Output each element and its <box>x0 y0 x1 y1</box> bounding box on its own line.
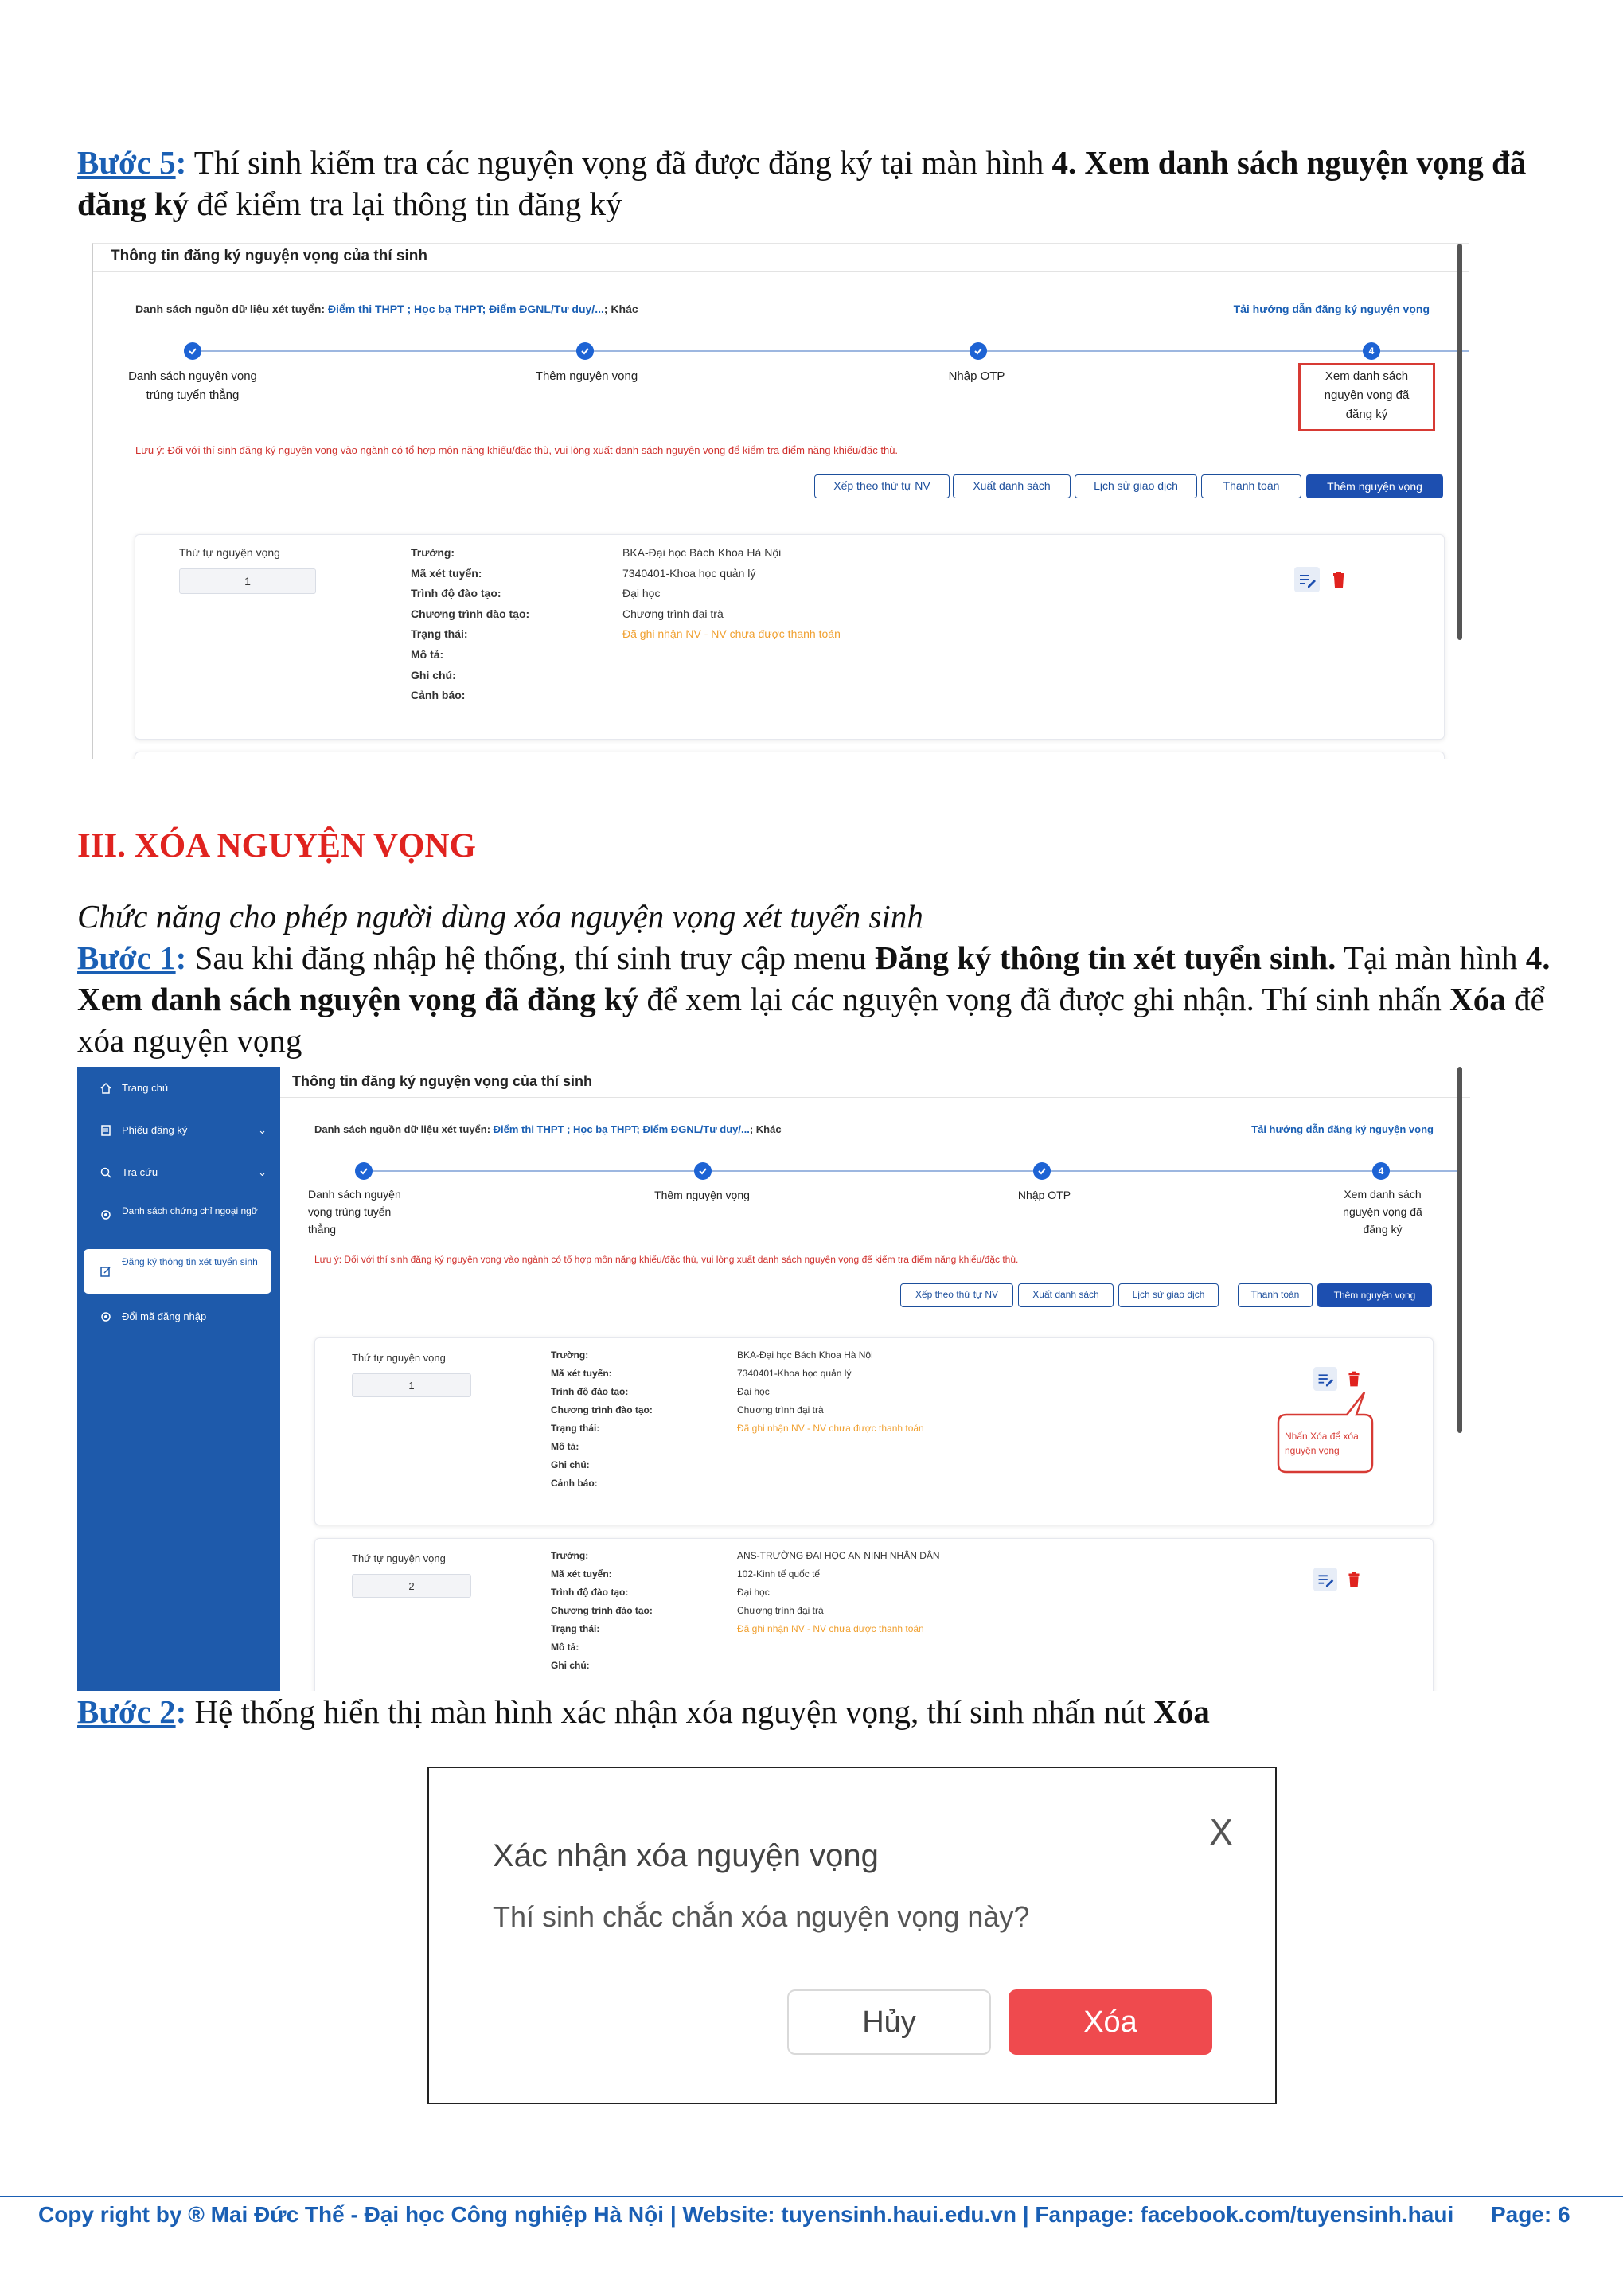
order-label: Thứ tự nguyện vọng <box>179 546 280 559</box>
delete-icon[interactable] <box>1342 1568 1366 1591</box>
field-code-value: 7340401-Khoa học quản lý <box>737 1368 852 1379</box>
order-input[interactable]: 1 <box>179 568 316 594</box>
field-program-value: Chương trình đại trà <box>737 1404 824 1415</box>
field-note-label: Ghi chú: <box>551 1459 590 1470</box>
field-level-label: Trình độ đào tạo: <box>411 587 501 600</box>
field-program-label: Chương trình đào tạo: <box>551 1404 653 1415</box>
field-level-label: Trình độ đào tạo: <box>551 1587 629 1598</box>
scrollbar[interactable] <box>1457 244 1462 640</box>
edit-icon[interactable] <box>1313 1568 1337 1591</box>
edit-icon[interactable] <box>1294 567 1320 592</box>
footer-copyright: Copy right by ® Mai Đức Thế - Đại học Công nghiệp Hà Nội | Website: tuyensinh.haui.edu.vn | Fanpage: facebook.com/tuyensinh.haui <box>38 2202 1454 2227</box>
step-dot-3 <box>970 342 987 360</box>
field-code-label: Mã xét tuyển: <box>551 1568 612 1579</box>
source-links[interactable]: Điểm thi THPT ; Học bạ THPT; Điểm ĐGNL/Tư duy/... <box>327 303 604 315</box>
step5-text-b: để kiểm tra lại thông tin đăng ký <box>189 185 622 222</box>
dialog-message: Thí sinh chắc chắn xóa nguyện vọng này? <box>493 1900 1030 1933</box>
field-code-label: Mã xét tuyển: <box>551 1368 612 1379</box>
sidebar-item-certificates[interactable]: Danh sách chứng chỉ ngoại ngữ <box>99 1202 259 1220</box>
progress-track <box>193 350 1469 352</box>
delete-icon[interactable] <box>1342 1367 1366 1391</box>
search-icon <box>99 1166 112 1179</box>
field-level-value: Đại học <box>737 1587 770 1598</box>
field-level-label: Trình độ đào tạo: <box>551 1386 629 1397</box>
screenshot-delete-step <box>77 1067 1470 1691</box>
source-list: Danh sách nguồn dữ liệu xét tuyển: Điểm thi THPT ; Học bạ THPT; Điểm ĐGNL/Tư duy/...; Khác <box>135 303 638 315</box>
gear-icon <box>99 1209 112 1221</box>
chevron-down-icon: ⌄ <box>258 1124 267 1136</box>
add-wish-button[interactable]: Thêm nguyện vọng <box>1306 474 1443 498</box>
section-intro: Chức năng cho phép người dùng xóa nguyện vọng xét tuyển sinh <box>77 898 923 935</box>
step-label-3[interactable]: Nhập OTP <box>948 369 1005 383</box>
step-label-4[interactable]: Xem danh sách nguyện vọng đã đăng ký <box>1343 1188 1422 1236</box>
field-desc-label: Mô tả: <box>551 1642 579 1653</box>
section-heading: III. XÓA NGUYỆN VỌNG <box>77 827 476 865</box>
footer-divider <box>0 2196 1623 2197</box>
field-school-value: BKA-Đại học Bách Khoa Hà Nội <box>737 1349 873 1361</box>
footer-page-number: Page: 6 <box>1491 2202 1570 2227</box>
sidebar-item-change-code[interactable]: Đổi mã đăng nhập <box>99 1308 206 1326</box>
download-guide-link[interactable]: Tải hướng dẫn đăng ký nguyện vọng <box>1251 1123 1434 1135</box>
step2-paragraph: Bước 2: Hệ thống hiển thị màn hình xác nhận xóa nguyện vọng, thí sinh nhấn nút Xóa <box>77 1693 1210 1730</box>
step-label-2[interactable]: Thêm nguyện vọng <box>654 1189 750 1201</box>
field-desc-label: Mô tả: <box>411 648 444 661</box>
sort-order-button[interactable]: Xếp theo thứ tự NV <box>814 474 950 498</box>
field-code-value: 102-Kinh tế quốc tế <box>737 1568 821 1579</box>
sidebar <box>77 1067 280 1691</box>
home-icon <box>99 1082 112 1095</box>
field-school-value: BKA-Đại học Bách Khoa Hà Nội <box>622 546 782 559</box>
note-text: Lưu ý: Đối với thí sinh đăng ký nguyện vọng vào ngành có tổ hợp môn năng khiếu/đặc thù, vui lòng xuất danh sách nguyện vọng để kiểm tra điểm năng khiếu/đặc thù. <box>314 1254 1019 1265</box>
step-label-4[interactable]: Xem danh sách nguyện vọng đã đăng ký <box>1324 369 1410 421</box>
order-label: Thứ tự nguyện vọng <box>352 1352 446 1364</box>
edit-icon[interactable] <box>1313 1367 1337 1391</box>
screenshot-registered-list <box>92 243 1469 759</box>
edit-form-icon <box>99 1265 112 1278</box>
step-dot-2 <box>694 1162 712 1180</box>
transaction-history-button[interactable]: Lịch sử giao dịch <box>1118 1283 1219 1307</box>
delete-button[interactable]: Xóa <box>1009 1989 1212 2055</box>
wish-card-1 <box>314 1337 1434 1525</box>
order-input[interactable]: 1 <box>352 1373 471 1397</box>
step1-paragraph: Bước 1: Sau khi đăng nhập hệ thống, thí sinh truy cập menu Đăng ký thông tin xét tuyển sinh. Tại màn hình 4. Xem danh sách nguyện vọng đã đăng ký để xem lại các nguyện vọng đã được ghi nhận. Thí sinh nhấn Xóa để xóa nguyện vọng <box>77 939 1551 1059</box>
document-icon <box>99 1124 112 1137</box>
step-label-1[interactable]: Danh sách nguyện vọng trúng tuyển thẳng <box>128 369 257 402</box>
callout-text: Nhấn Xóa để xóa nguyện vọng <box>1285 1431 1359 1456</box>
download-guide-link[interactable]: Tải hướng dẫn đăng ký nguyện vọng <box>1233 303 1430 315</box>
step5-text-bold: 4. Xem danh sách nguyện vọng đã đăng ký <box>77 144 1527 222</box>
field-warning-label: Cảnh báo: <box>551 1478 598 1489</box>
field-note-label: Ghi chú: <box>411 668 456 681</box>
field-code-value: 7340401-Khoa học quản lý <box>622 566 756 580</box>
field-warning-label: Cảnh báo: <box>411 689 466 702</box>
field-program-value: Chương trình đại trà <box>622 607 724 620</box>
field-note-label: Ghi chú: <box>551 1660 590 1671</box>
order-input[interactable]: 2 <box>352 1574 471 1598</box>
step-dot-4: 4 <box>1372 1162 1390 1180</box>
divider <box>93 271 1469 272</box>
sidebar-item-home[interactable]: Trang chủ <box>99 1080 168 1097</box>
step-label-3[interactable]: Nhập OTP <box>1017 1189 1071 1201</box>
add-wish-button[interactable]: Thêm nguyện vọng <box>1317 1283 1432 1307</box>
scrollbar[interactable] <box>1457 1067 1462 1433</box>
step-dot-1 <box>355 1162 373 1180</box>
export-list-button[interactable]: Xuất danh sách <box>1018 1283 1114 1307</box>
dialog-title: Xác nhận xóa nguyện vọng <box>493 1838 879 1873</box>
field-desc-label: Mô tả: <box>551 1441 579 1452</box>
field-level-value: Đại học <box>737 1386 770 1397</box>
step-dot-4: 4 <box>1363 342 1380 360</box>
source-list: Danh sách nguồn dữ liệu xét tuyển: Điểm thi THPT ; Học bạ THPT; Điểm ĐGNL/Tư duy/...; Khác <box>314 1123 782 1135</box>
panel-title: Thông tin đăng ký nguyện vọng của thí sinh <box>292 1073 592 1089</box>
settings-icon <box>99 1310 112 1323</box>
sidebar-item-lookup[interactable]: Tra cứu ⌄ <box>99 1164 267 1181</box>
field-school-label: Trường: <box>551 1349 589 1361</box>
export-list-button[interactable]: Xuất danh sách <box>953 474 1071 498</box>
chevron-down-icon: ⌄ <box>258 1166 267 1178</box>
step-label-1[interactable]: Danh sách nguyện vọng trúng tuyển thẳng <box>308 1188 401 1236</box>
delete-icon[interactable] <box>1326 567 1352 592</box>
payment-button[interactable]: Thanh toán <box>1238 1283 1313 1307</box>
wish-card-partial <box>135 752 1445 759</box>
transaction-history-button[interactable]: Lịch sử giao dịch <box>1075 474 1197 498</box>
note-text: Lưu ý: Đối với thí sinh đăng ký nguyện vọng vào ngành có tổ hợp môn năng khiếu/đặc thù, vui lòng xuất danh sách nguyện vọng để kiểm tra điểm năng khiếu/đặc thù. <box>135 444 899 456</box>
field-status-label: Trạng thái: <box>551 1423 600 1434</box>
field-program-label: Chương trình đào tạo: <box>551 1605 653 1616</box>
field-school-value: ANS-TRƯỜNG ĐẠI HỌC AN NINH NHÂN DÂN <box>737 1550 940 1561</box>
field-program-label: Chương trình đào tạo: <box>411 607 530 620</box>
step-dot-1 <box>184 342 201 360</box>
wish-card-2 <box>314 1538 1434 1691</box>
step2-label: Bước 2 <box>77 1693 176 1730</box>
field-school-label: Trường: <box>411 546 455 559</box>
order-label: Thứ tự nguyện vọng <box>352 1552 446 1564</box>
field-status-value: Đã ghi nhận NV - NV chưa được thanh toán <box>737 1623 924 1634</box>
step5-label: Bước 5 <box>77 144 176 181</box>
panel-title: Thông tin đăng ký nguyện vọng của thí sinh <box>111 248 427 264</box>
step-label-2[interactable]: Thêm nguyện vọng <box>535 369 638 383</box>
close-icon[interactable]: X <box>1209 1813 1234 1853</box>
field-program-value: Chương trình đại trà <box>737 1605 824 1616</box>
field-status-label: Trạng thái: <box>551 1623 600 1634</box>
field-status-value: Đã ghi nhận NV - NV chưa được thanh toán <box>737 1423 924 1434</box>
field-status-value: Đã ghi nhận NV - NV chưa được thanh toán <box>622 627 841 641</box>
field-code-label: Mã xét tuyển: <box>411 566 482 580</box>
step5-text-a: Thí sinh kiểm tra các nguyện vọng đã được đăng ký tại màn hình <box>186 144 1052 181</box>
sidebar-item-form[interactable]: Phiếu đăng ký ⌄ <box>99 1122 267 1139</box>
divider <box>280 1097 1470 1098</box>
payment-button[interactable]: Thanh toán <box>1201 474 1301 498</box>
step1-label: Bước 1 <box>77 939 176 976</box>
cancel-button[interactable]: Hủy <box>787 1989 991 2055</box>
field-status-label: Trạng thái: <box>411 627 468 641</box>
step-dot-2 <box>576 342 594 360</box>
progress-track <box>364 1170 1462 1172</box>
source-links[interactable]: Điểm thi THPT ; Học bạ THPT; Điểm ĐGNL/Tư duy/... <box>493 1123 750 1135</box>
step-dot-3 <box>1033 1162 1051 1180</box>
sort-order-button[interactable]: Xếp theo thứ tự NV <box>900 1283 1013 1307</box>
wish-card-1 <box>135 534 1445 740</box>
field-school-label: Trường: <box>551 1550 589 1561</box>
field-level-value: Đại học <box>622 587 661 600</box>
confirm-delete-dialog <box>427 1767 1277 2104</box>
step5-paragraph: Bước 5: Thí sinh kiểm tra các nguyện vọng đã được đăng ký tại màn hình 4. Xem danh sách nguyện vọng đã đăng ký để kiểm tra lại thông tin đăng ký <box>77 144 1527 222</box>
sidebar-item-register-active[interactable]: Đăng ký thông tin xét tuyển sinh <box>84 1249 271 1294</box>
